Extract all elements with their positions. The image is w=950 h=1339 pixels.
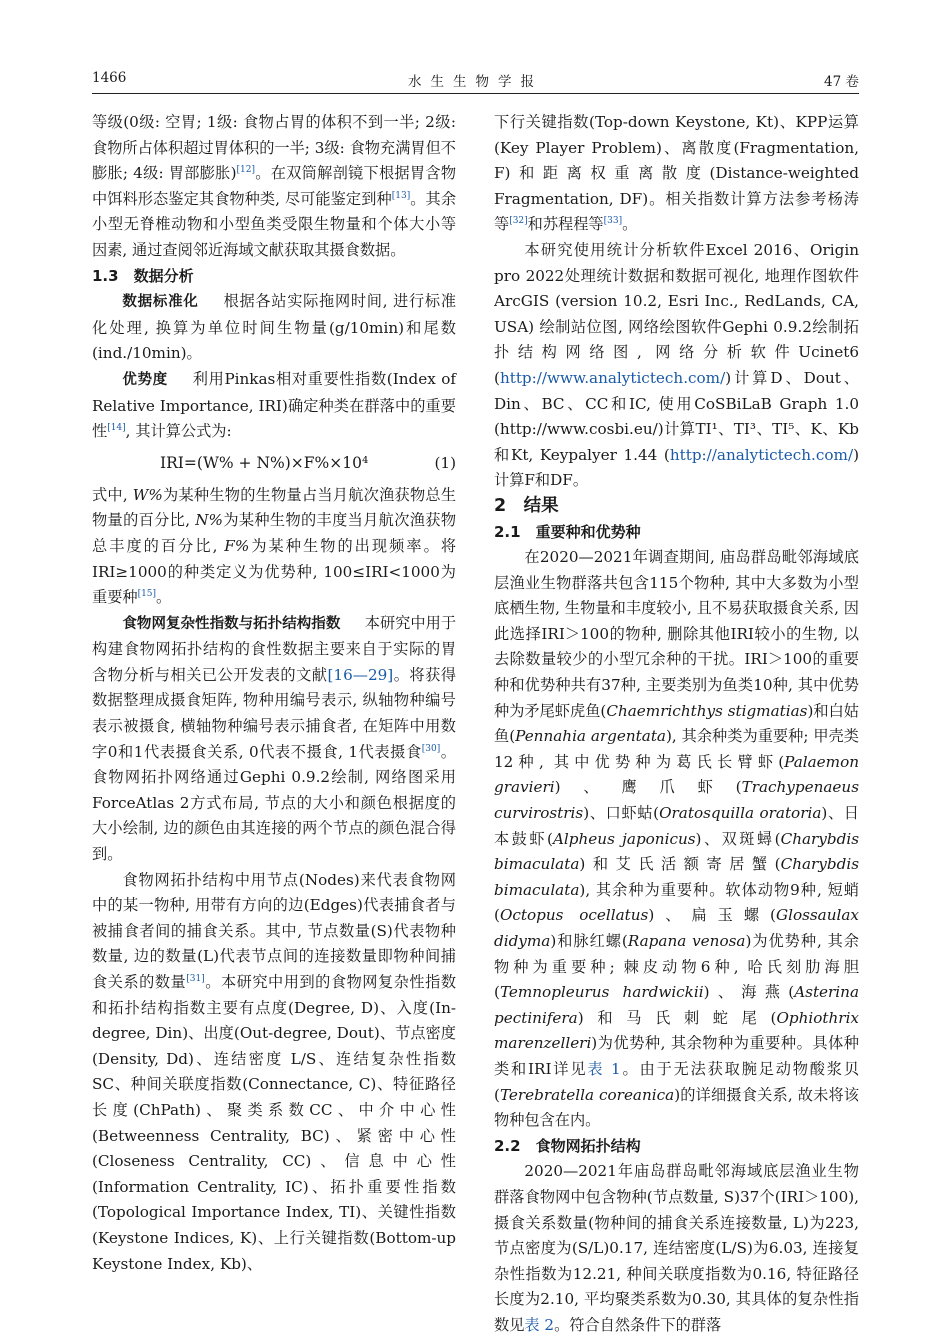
link[interactable]: http://www.analytictech.com/ (499, 368, 726, 387)
paragraph: 等级(0级: 空胃; 1级: 食物占胃的体积不到一半; 2级: 食物所占体积超过胃体积的一半; 3级: 食物充满胃但不膨胀; 4级: 胃部膨胀)[12]。在双筒解剖镜下根据胃含物中饵料形态鉴定其食物种类, 尽可能鉴定到种[13]。其余小型无脊椎动物和小型鱼类受限生物量和个体大小等因素, 通过查阅邻近海域文献获取其摄食数据。 (92, 113, 457, 259)
paragraph-software: 本研究使用统计分析软件Excel 2016、Origin pro 2022处理统计数据和数据可视化, 地理作图软件ArcGIS (version 10.2, Esri Inc., RedLands, CA, USA) 绘制站位图, 网络绘图软件Gephi 0.9.2绘制拓扑结构网络图, 网络分析软件Ucinet6 (http://www.analytictech.com/)计算D、Dout、Din、BC、CC和IC, 使用CoSBiLaB Graph 1.0 (http://www.cosbi.eu/)计算TI¹、TI³、TI⁵、K、Kb 和Kt, Keypalyer 1.44 (http://analytictech.com/)计算F和DF。 (494, 240, 859, 490)
table-link[interactable]: 表 1 (587, 1059, 621, 1078)
journal-title: 水生生物学报 (408, 74, 543, 90)
paragraph-dominance: 优势度 利用Pinkas相对重要性指数(Index of Relative Importance, IRI)确定种类在群落中的重要性[14], 其计算公式为: (92, 369, 457, 441)
table-link[interactable]: 表 2 (524, 1315, 555, 1334)
section-heading-1-3: 1.3 数据分析 (92, 266, 194, 285)
citation[interactable]: [32] (509, 216, 528, 227)
page-number: 1466 (92, 70, 127, 86)
section-heading-2-1: 2.1 重要种和优势种 (494, 522, 641, 541)
right-column (494, 110, 859, 1339)
paragraph: 下行关键指数(Top-down Keystone, Kt)、KPP运算(Key Player Problem)、离散度(Fragmentation, F)和距离权重离散度(Distance-weighted Fragmentation, DF)。相关指数计算方法参考杨涛等[32]和苏程程等[33]。 (494, 113, 859, 234)
equation-iri (92, 447, 456, 481)
section-heading-2: 2 结果 (494, 495, 559, 516)
paragraph-nodes: 食物网拓扑结构中用节点(Nodes)来代表食物网中的某一物种, 用带有方向的边(Edges)代表捕食者与被捕食者间的捕食关系。其中, 节点数量(S)代表物种数量, 边的数量(L)代表节点间的连接数量即物种间捕食关系的数量[31]。本研究中用到的食物网复杂性指数和拓扑结构指数主要有点度(Degree, D)、入度(In-degree, Din)、出度(Out-degree, Dout)、节点密度(Density, Dd)、连结密度 L/S、连结复杂性指数SC、种间关联度指数(Connectance, C)、特征路径长度(ChPath)、聚类系数CC、中介中心性(Betweenness Centrality, BC)、紧密中心性(Closeness Centrality, CC)、信息中心性(Information Centrality, IC)、拓扑重要性指数(Topological Importance Index, TI)、关键性指数(Keystone Indices, K)、上行关键指数(Bottom-up Keystone Index, Kb)、 (92, 870, 457, 1273)
equation-formula: IRI=(W% + N%)×F%×10⁴ (160, 453, 369, 472)
header-rule (92, 93, 859, 94)
left-column (92, 110, 456, 1277)
running-header (92, 70, 859, 92)
citation[interactable]: [15] (137, 589, 157, 600)
citation[interactable]: [30] (421, 743, 441, 754)
link[interactable]: http://analytictech.com/ (669, 445, 854, 464)
paragraph-species: 在2020—2021年调查期间, 庙岛群岛毗邻海域底层渔业生物群落共包含115个物种, 其中大多数为小型底栖生物, 生物量和丰度较小, 且不易获取摄食关系, 因此选择IRI＞100的物种, 删除其他IRI较小的生物, 以去除数量较少的小型冗余种的干扰。IRI＞100的重要种和优势种共有37种, 主要类别为鱼类10种, 其中优势种为矛尾虾虎鱼(Chaemrichthys stigmatias)和白姑鱼(Pennahia argentata), 其余种类为重要种; 甲壳类12种, 其中优势种为葛氏长臂虾(Palaemon gravieri)、鹰爪虾(Trachypenaeus curvirostris)、口虾蛄(Oratosquilla oratoria)、日本鼓虾(Alpheus japonicus)、双斑蟳(Charybdis bimaculata)和艾氏活额寄居蟹(Charybdis bimaculata), 其余种为重要种。软体动物9种, 短蛸(Octopus ocellatus)、扁玉螺(Glossaulax didyma)和脉红螺(Rapana venosa)为优势种, 其余物种为重要种; 棘皮动物6种, 哈氏刻肋海胆(Temnopleurus hardwickii)、海燕(Asterina pectinifera)和马氏刺蛇尾(Ophiothrix marenzelleri)为优势种, 其余物种为重要种。具体种类和IRI详见表 1。由于无法获取腕足动物酸浆贝(Terebratella coreanica)的详细摄食关系, 故未将该物种包含在内。 (494, 548, 860, 1130)
equation-number: (1) (434, 453, 456, 472)
volume-label: 47 卷 (824, 74, 859, 90)
paragraph-foodweb-index: 食物网复杂性指数与拓扑结构指数 本研究中用于构建食物网拓扑结构的食性数据主要来自于实际的胃含物分析与相关已公开发表的文献[16—29]。将获得数据整理成摄食矩阵, 物种用编号表示, 纵轴物种编号表示被摄食, 横轴物种编号表示捕食者, 在矩阵中用数字0和1代表摄食关系, 0代表不摄食, 1代表摄食[30]。食物网拓扑网络通过Gephi 0.9.2绘制, 网络图采用ForceAtlas 2方式布局, 节点的大小和颜色根据度的大小绘制, 边的颜色由其连接的两个节点的颜色混合得到。 (92, 613, 457, 864)
citation[interactable]: [13] (391, 190, 411, 201)
citation[interactable]: [12] (236, 165, 256, 176)
paragraph-equation-desc: 式中, W%为某种生物的生物量占当月航次渔获物总生物量的百分比, N%为某种生物的丰度当月航次渔获物总丰度的百分比, F%为某种生物的出现频率。将IRI≥1000的种类定义为优势种, 100≤IRI<1000为重要种[15]。 (92, 485, 457, 607)
paragraph-standardization: 数据标准化 根据各站实际拖网时间, 进行标准化处理, 换算为单位时间生物量(g/10min)和尾数(ind./10min)。 (92, 292, 457, 363)
citation[interactable]: [16—29] (327, 665, 394, 684)
paragraph-topology: 2020—2021年庙岛群岛毗邻海域底层渔业生物群落食物网中包含物种(节点数量, S)37个(IRI＞100), 摄食关系数量(物种间的捕食关系连接数量, L)为223, 节点密度为(S/L)0.17, 连结密度(L/S)为6.03, 连接复杂性指数为12.21, 种间关联度指数为0.16, 特征路径长度为2.10, 平均聚类系数为0.30, 其具体的复杂性指数见表 2。符合自然条件下的群落 (494, 1162, 859, 1334)
citation[interactable]: [33] (603, 216, 623, 227)
citation[interactable]: [14] (107, 423, 126, 434)
citation[interactable]: [31] (186, 973, 205, 984)
section-heading-2-2: 2.2 食物网拓扑结构 (494, 1136, 641, 1155)
